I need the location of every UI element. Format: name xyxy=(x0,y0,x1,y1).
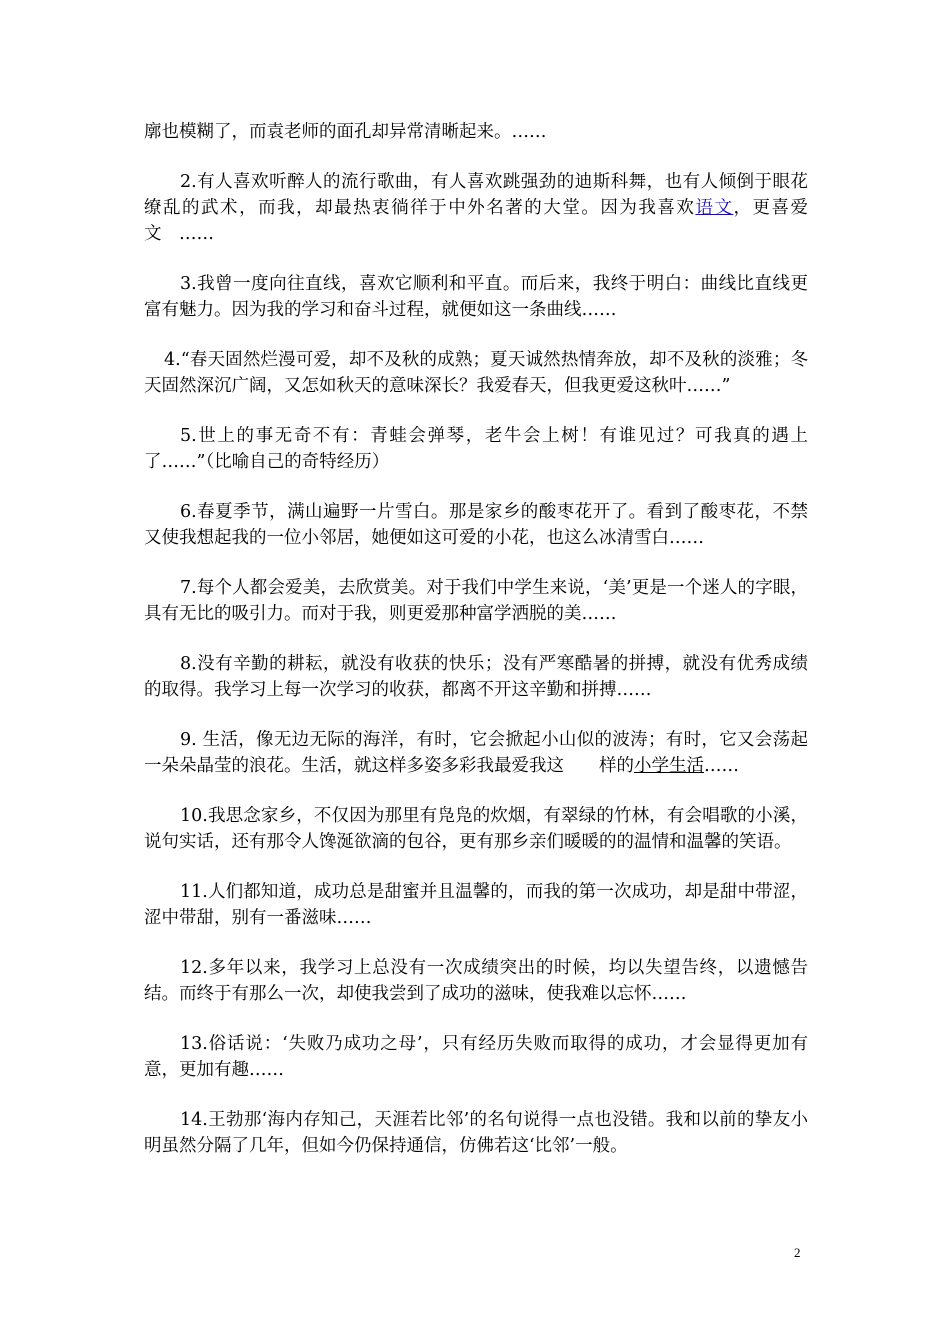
paragraph-2 xyxy=(144,169,808,247)
paragraph-12: 12.多年以来，我学习上总没有一次成绩突出的时候，均以失望告终，以遗憾告结。而终于有那么一次，却使我尝到了成功的滋味，使我难以忘怀…… xyxy=(144,958,808,1004)
paragraph-14: 14.王勃那‘海内存知己，天涯若比邻’的名句说得一点也没错。我和以前的挚友小明虽然分隔了几年，但如今仍保持通信，仿佛若这‘比邻’一般。 xyxy=(144,1110,808,1156)
document-body xyxy=(144,119,808,1183)
paragraph-8: 8.没有辛勤的耕耘，就没有收获的快乐；没有严寒酷暑的拼搏，就没有优秀成绩的取得。我学习上每一次学习的收获，都离不开这辛勤和拼搏…… xyxy=(144,654,808,700)
paragraph-9-text-before: 9. 生活，像无边无际的海洋，有时，它会掀起小山似的波涛；有时，它又会荡起一朵朵晶莹的浪花。生活，就这样多姿多彩我最爱我这 样的 xyxy=(144,730,808,776)
paragraph-2-text-after: ，更喜爱文 …… xyxy=(144,198,809,244)
paragraph-9 xyxy=(144,727,808,779)
paragraph-10: 10.我思念家乡，不仅因为那里有凫凫的炊烟，有翠绿的竹林，有会唱歌的小溪，说句实话，还有那令人馋涎欲滴的包谷，更有那乡亲们暖暖的的温情和温馨的笑语。 xyxy=(144,806,808,852)
primary-school-life-link[interactable]: 小学生活 xyxy=(634,756,704,776)
paragraph-4: 4.“春天固然烂漫可爱，却不及秋的成熟；夏天诚然热情奔放，却不及秋的淡雅；冬天固然深沉广阔，又怎如秋天的意味深长？我爱春天，但我更爱这秋叶……” xyxy=(144,350,808,396)
chinese-language-link[interactable]: 语文 xyxy=(695,198,734,218)
paragraph-13: 13.俗话说：‘失败乃成功之母’，只有经历失败而取得的成功，才会显得更加有意，更加有趣…… xyxy=(144,1034,808,1080)
page-number: 2 xyxy=(794,1245,801,1260)
paragraph-5: 5.世上的事无奇不有：青蛙会弹琴，老牛会上树！有谁见过？可我真的遇上了……”（比喻自己的奇特经历） xyxy=(144,426,808,472)
paragraph-3: 3.我曾一度向往直线，喜欢它顺利和平直。而后来，我终于明白：曲线比直线更富有魅力。因为我的学习和奋斗过程，就便如这一条曲线…… xyxy=(144,274,808,320)
paragraph-7: 7.每个人都会爱美，去欣赏美。对于我们中学生来说，‘美’更是一个迷人的字眼，具有无比的吸引力。而对于我，则更爱那种富学洒脱的美…… xyxy=(144,578,808,624)
paragraph-11: 11.人们都知道，成功总是甜蜜并且温馨的，而我的第一次成功，却是甜中带涩，涩中带甜，别有一番滋味…… xyxy=(144,882,808,928)
paragraph-2-text-before: 2.有人喜欢听醉人的流行歌曲，有人喜欢跳强劲的迪斯科舞，也有人倾倒于眼花缭乱的武术，而我，却最热衷徜徉于中外名著的大堂。因为我喜欢 xyxy=(144,172,808,218)
paragraph-9-text-after: …… xyxy=(704,756,739,776)
paragraph-0: 廓也模糊了，而袁老师的面孔却异常清晰起来。…… xyxy=(144,122,547,142)
paragraph-6: 6.春夏季节，满山遍野一片雪白。那是家乡的酸枣花开了。看到了酸枣花，不禁又使我想起我的一位小邻居，她便如这可爱的小花，也这么冰清雪白…… xyxy=(144,502,808,548)
